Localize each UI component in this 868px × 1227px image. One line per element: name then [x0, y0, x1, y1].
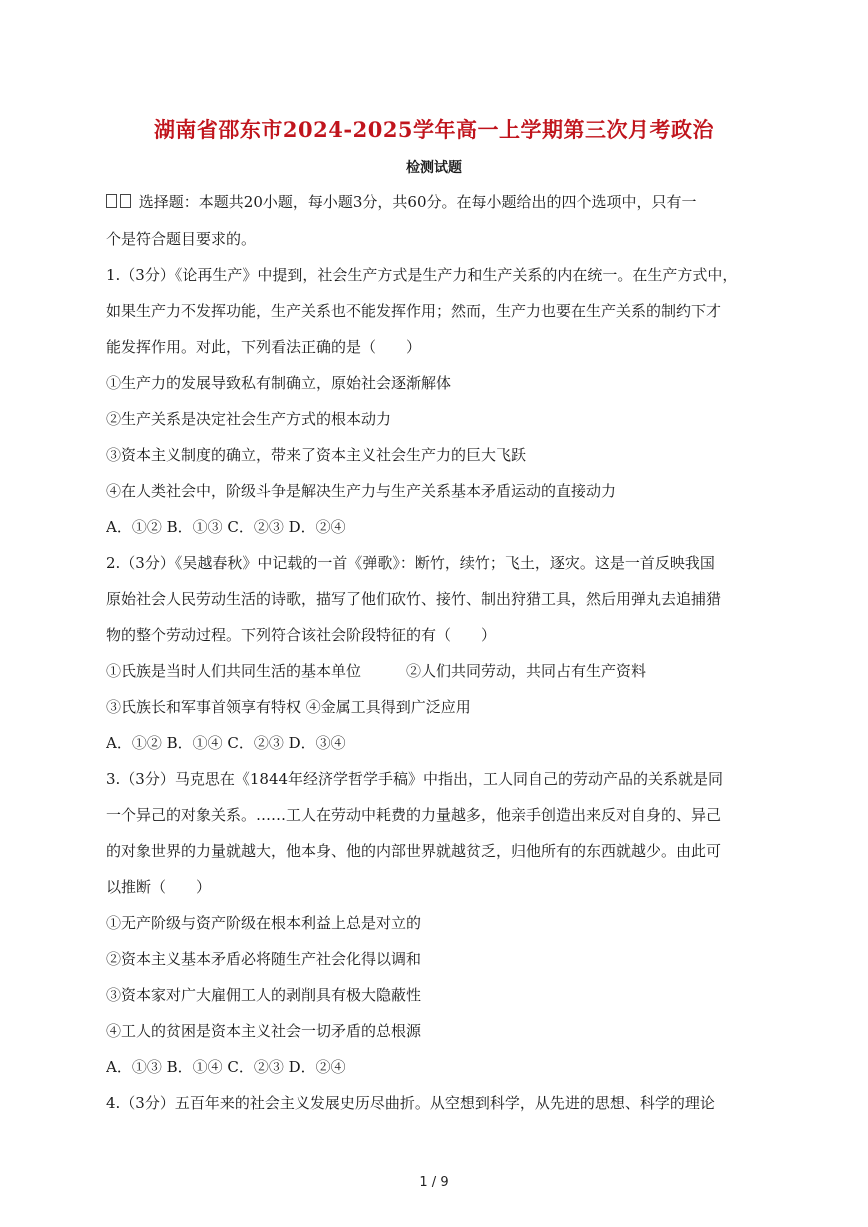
page-number: 1 / 9 [419, 1175, 449, 1190]
document-title: 湖南省邵东市2024-2025学年高一上学期第三次月考政治 [153, 117, 715, 142]
question-2-statement-1: ①氏族是当时人们共同生活的基本单位 ②人们共同劳动，共同占有生产资料 [106, 662, 647, 680]
question-1-stem-line-2: 如果生产力不发挥功能，生产关系也不能发挥作用；然而，生产力也要在生产关系的制约下才 [106, 302, 722, 320]
question-1-statement-3: ③资本主义制度的确立，带来了资本主义社会生产力的巨大飞跃 [106, 446, 527, 464]
question-3-options: A．①③ B．①④ C．②③ D．②④ [106, 1058, 346, 1076]
question-3-statement-4: ④工人的贫困是资本主义社会一切矛盾的总根源 [106, 1022, 422, 1040]
missing-glyph-icon [106, 194, 117, 208]
question-2-statement-2: ③氏族长和军事首领享有特权 ④金属工具得到广泛应用 [106, 698, 471, 716]
question-2-stem-line-1: 2.（3分）《吴越春秋》中记载的一首《弹歌》：断竹，续竹；飞土，逐灾。这是一首反映我国 [106, 554, 715, 572]
question-3-statement-2: ②资本主义基本矛盾必将随生产社会化得以调和 [106, 950, 422, 968]
question-3-stem-line-3: 的对象世界的力量就越大，他本身、他的内部世界就越贫乏，归他所有的东西就越少。由此可 [106, 842, 722, 860]
question-1-stem-line-3: 能发挥作用。对此，下列看法正确的是（ ） [106, 338, 422, 356]
question-3-statement-3: ③资本家对广大雇佣工人的剥削具有极大隐蔽性 [106, 986, 422, 1004]
question-3-statement-1: ①无产阶级与资产阶级在根本利益上总是对立的 [106, 914, 422, 932]
question-1-statement-2: ②生产关系是决定社会生产方式的根本动力 [106, 410, 392, 428]
section-heading-line-1: 选择题：本题共20小题，每小题3分，共60分。在每小题给出的四个选项中，只有一 [106, 192, 776, 212]
question-2-stem-line-3: 物的整个劳动过程。下列符合该社会阶段特征的有（ ） [106, 626, 497, 644]
question-1-stem-line-1: 1.（3分）《论再生产》中提到，社会生产方式是生产力和生产关系的内在统一。在生产方式中， [106, 266, 738, 284]
question-3-stem-line-2: 一个异己的对象关系。……工人在劳动中耗费的力量越多，他亲手创造出来反对自身的、异己 [106, 806, 722, 824]
question-3-stem-line-1: 3.（3分）马克思在《1844年经济学哲学手稿》中指出，工人同自己的劳动产品的关系就是同 [106, 770, 724, 788]
question-1-statement-4: ④在人类社会中，阶级斗争是解决生产力与生产关系基本矛盾运动的直接动力 [106, 482, 617, 500]
section-heading-line-2: 个是符合题目要求的。 [106, 230, 257, 248]
question-1-statement-1: ①生产力的发展导致私有制确立，原始社会逐渐解体 [106, 374, 452, 392]
question-2-options: A．①② B．①④ C．②③ D．③④ [106, 734, 346, 752]
question-4-stem-line-1: 4.（3分）五百年来的社会主义发展史历尽曲折。从空想到科学，从先进的思想、科学的理论 [106, 1094, 715, 1112]
document-subtitle: 检测试题 [406, 160, 462, 176]
missing-glyph-icon [120, 194, 131, 208]
question-1-options: A．①② B．①③ C．②③ D．②④ [106, 518, 346, 536]
question-2-stem-line-2: 原始社会人民劳动生活的诗歌，描写了他们砍竹、接竹、制出狩猎工具，然后用弹丸去追捕猎 [106, 590, 722, 608]
question-3-stem-line-4: 以推断（ ） [106, 878, 212, 896]
